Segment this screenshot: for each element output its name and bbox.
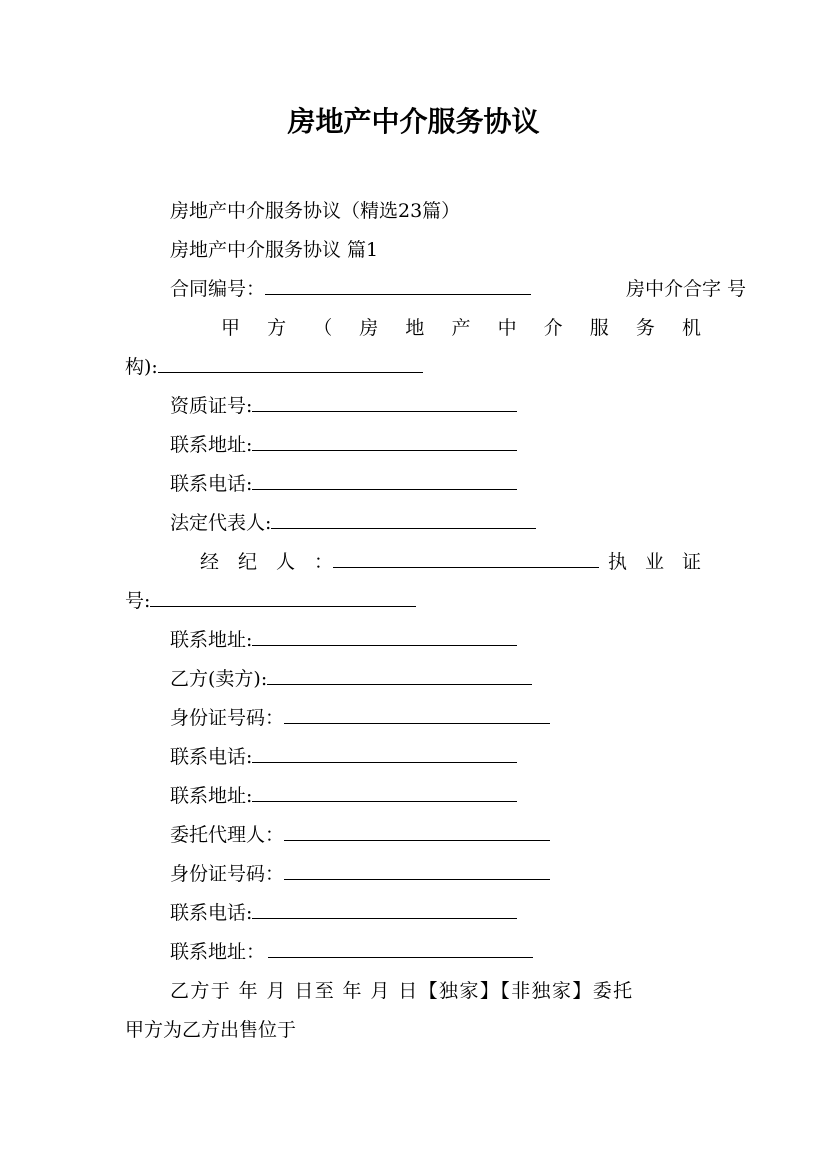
- contact-phone-blank: [252, 901, 517, 919]
- contact-address-line-1: [125, 433, 746, 457]
- party-a-cont-label: 构):: [125, 356, 158, 378]
- license-cont-label: 号:: [125, 590, 151, 612]
- proxy-label: 委托代理人：: [170, 824, 285, 846]
- party-a-line: [221, 316, 701, 340]
- contact-address-label: 联系地址：: [170, 941, 266, 963]
- contract-number-line: [125, 277, 746, 301]
- contact-address-label: 联系地址:: [170, 434, 253, 456]
- id-number-line-2: [125, 862, 746, 886]
- party-a-char: 介: [543, 317, 563, 339]
- entrust-line-2: 甲方为乙方出售位于: [125, 1019, 297, 1041]
- license-char: 执: [608, 551, 628, 573]
- contact-phone-blank: [252, 472, 517, 490]
- contact-address-line-3: [125, 784, 746, 808]
- party-a-char: 房: [359, 317, 379, 339]
- party-a-char: 中: [497, 317, 517, 339]
- contact-phone-line-3: [125, 901, 746, 925]
- agent-line-cont: [125, 589, 701, 613]
- id-number-line-1: [125, 706, 746, 730]
- proxy-blank: [284, 823, 550, 841]
- agent-char: ：: [314, 551, 334, 573]
- agent-char: 纪: [238, 551, 258, 573]
- chapter-heading: 房地产中介服务协议 篇1: [170, 239, 379, 261]
- proxy-line: [125, 823, 746, 847]
- party-a-char: 机: [681, 317, 701, 339]
- contact-phone-label: 联系电话:: [170, 902, 253, 924]
- subtitle: 房地产中介服务协议（精选23篇）: [170, 200, 461, 222]
- license-label: [608, 550, 701, 574]
- party-a-line-cont: [125, 355, 701, 379]
- qualification-blank: [252, 394, 517, 412]
- contact-phone-label: 联系电话:: [170, 746, 253, 768]
- contact-address-blank: [252, 628, 517, 646]
- party-b-label: 乙方(卖方):: [170, 668, 268, 690]
- party-a-char: 方: [267, 317, 287, 339]
- agent-char: 人: [276, 551, 296, 573]
- document-title: 房地产中介服务协议: [287, 105, 540, 138]
- contact-phone-label: 联系电话:: [170, 473, 253, 495]
- contact-address-label: 联系地址:: [170, 785, 253, 807]
- id-number-blank: [284, 706, 550, 724]
- contact-address-label: 联系地址:: [170, 629, 253, 651]
- qualification-label: 资质证号:: [170, 395, 253, 417]
- id-number-label: 身份证号码：: [170, 707, 285, 729]
- license-char: 业: [644, 551, 664, 573]
- id-number-label: 身份证号码：: [170, 863, 285, 885]
- contact-address-line-4: [125, 940, 746, 964]
- legal-rep-blank: [271, 511, 536, 529]
- contact-phone-line-1: [125, 472, 746, 496]
- contact-address-line-2: [125, 628, 746, 652]
- legal-rep-label: 法定代表人:: [170, 512, 272, 534]
- party-a-char: 地: [405, 317, 425, 339]
- agent-blank: [333, 550, 599, 568]
- party-a-char: 甲: [221, 317, 241, 339]
- party-b-line: [125, 667, 746, 691]
- id-number-blank: [284, 862, 550, 880]
- party-a-char: 务: [635, 317, 655, 339]
- contact-phone-line-2: [125, 745, 746, 769]
- contract-number-blank: [265, 277, 531, 295]
- party-b-blank: [267, 667, 532, 685]
- agent-line: [200, 550, 701, 574]
- contact-phone-blank: [252, 745, 517, 763]
- party-a-char: （: [313, 317, 333, 339]
- party-a-blank: [158, 355, 423, 373]
- contract-number-label: 合同编号：: [170, 278, 266, 300]
- contact-address-blank: [252, 433, 517, 451]
- qualification-line: [125, 394, 746, 418]
- license-char: 证: [681, 551, 701, 573]
- entrust-line-1: 乙方于 年 月 日至 年 月 日【独家】【非独家】委托: [170, 980, 634, 1002]
- license-blank: [150, 589, 416, 607]
- party-a-char: 服: [589, 317, 609, 339]
- contact-address-blank: [268, 940, 533, 958]
- agent-char: 经: [200, 551, 220, 573]
- contract-number-suffix: 房中介合字 号: [625, 278, 746, 300]
- legal-rep-line: [125, 511, 746, 535]
- contact-address-blank: [252, 784, 517, 802]
- party-a-char: 产: [451, 317, 471, 339]
